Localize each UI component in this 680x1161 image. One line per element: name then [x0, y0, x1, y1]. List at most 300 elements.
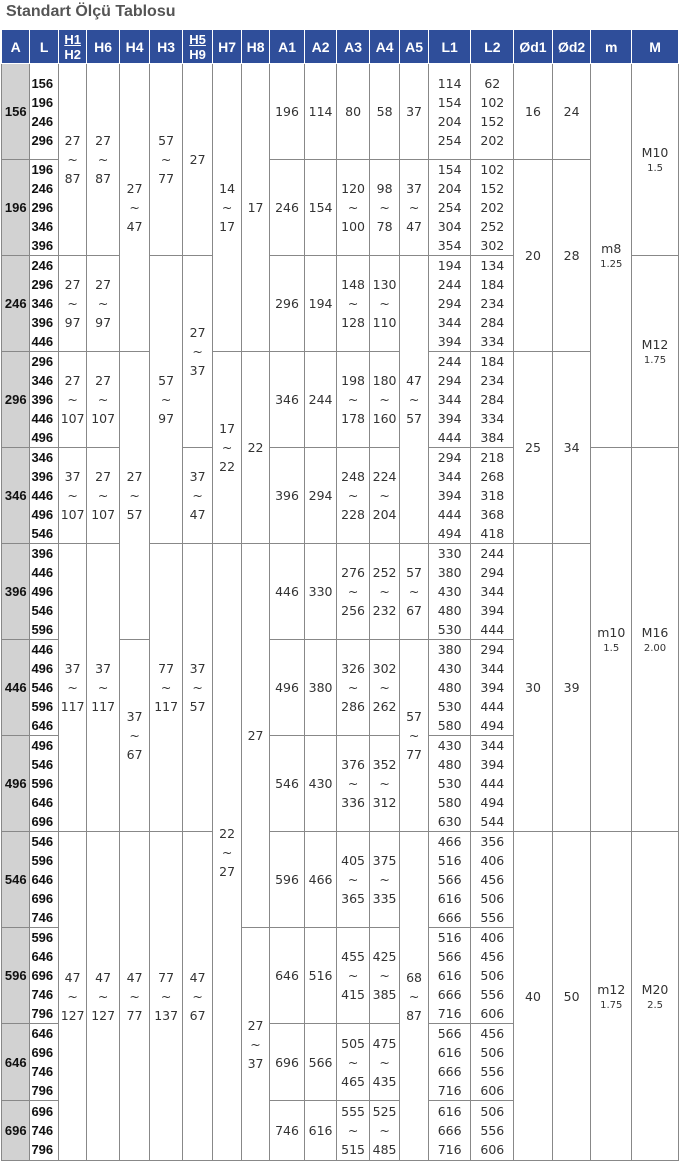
- cell-line: ~: [379, 680, 390, 695]
- thread-pitch: 1.25: [600, 259, 623, 270]
- cell-line: 444: [437, 430, 462, 445]
- cell-a5: [400, 64, 428, 160]
- cell-line: 37: [64, 661, 81, 676]
- cell-line: ~: [67, 296, 78, 311]
- cell-line: 218: [480, 450, 505, 465]
- cell-line: ~: [379, 584, 390, 599]
- cell-line: 77: [126, 1007, 143, 1023]
- cell-line: 396: [31, 469, 54, 484]
- cell-line: 396: [31, 546, 54, 561]
- cell-line: 312: [372, 795, 397, 810]
- cell-a1: 446: [270, 544, 305, 640]
- cell-line: 596: [31, 930, 54, 945]
- cell-line: 47: [64, 969, 81, 985]
- cell-line: 27: [95, 373, 112, 388]
- cell-a: 696: [2, 1101, 30, 1161]
- cell-l: [30, 832, 58, 928]
- cell-line: 344: [480, 738, 505, 753]
- cell-line: ~: [379, 872, 390, 887]
- cell-line: 232: [372, 603, 397, 618]
- cell-line: 580: [437, 718, 462, 733]
- cell-line: 204: [372, 507, 397, 522]
- cell-line: 304: [437, 219, 462, 234]
- cell-line: 152: [480, 113, 505, 129]
- cell-a2: 566: [304, 1024, 337, 1101]
- cell-line: 57: [158, 373, 175, 388]
- header-col-h7: H7: [213, 30, 241, 64]
- cell-line: 296: [31, 132, 54, 148]
- cell-a: 546: [2, 832, 30, 928]
- cell-line: ~: [192, 344, 203, 359]
- cell-line: 184: [480, 277, 505, 292]
- cell-line: 480: [437, 603, 462, 618]
- cell-line: ~: [347, 488, 359, 503]
- cell-h6: [87, 544, 120, 832]
- cell-line: ~: [97, 392, 109, 407]
- cell-line: 394: [480, 603, 505, 618]
- cell-d2: 34: [552, 352, 591, 544]
- cell-line: 268: [480, 469, 505, 484]
- cell-h6: [87, 832, 120, 1161]
- cell-line: 418: [480, 526, 505, 541]
- cell-d2: 50: [552, 832, 591, 1161]
- cell-a5: [400, 832, 428, 1161]
- cell-h6: [87, 352, 120, 448]
- cell-line: 77: [406, 747, 422, 762]
- cell-line: 57: [189, 699, 206, 714]
- cell-h4: [119, 64, 149, 352]
- cell-line: 224: [372, 469, 397, 484]
- cell-line: 107: [91, 411, 116, 426]
- cell-line: ~: [347, 584, 359, 599]
- cell-line: 505: [341, 1035, 366, 1051]
- cell-line: 47: [95, 969, 112, 985]
- cell-line: 302: [372, 661, 397, 676]
- cell-line: 616: [437, 891, 462, 906]
- cell-line: 494: [480, 718, 505, 733]
- cell-line: 294: [437, 296, 462, 311]
- cell-line: 27: [64, 277, 81, 292]
- cell-line: 394: [437, 334, 462, 349]
- cell-a: 646: [2, 1024, 30, 1101]
- cell-line: 77: [158, 171, 175, 186]
- header-col-mm: M: [632, 30, 679, 64]
- cell-a2: 294: [304, 448, 337, 544]
- cell-l2: [471, 736, 514, 832]
- cell-line: 394: [480, 757, 505, 772]
- cell-line: 616: [437, 1104, 462, 1119]
- thread-pitch: 2.00: [643, 643, 667, 654]
- cell-line: 17: [247, 200, 264, 215]
- cell-line: ~: [97, 152, 109, 167]
- cell-line: 204: [437, 113, 462, 129]
- cell-line: 97: [158, 411, 175, 426]
- cell-line: 294: [480, 642, 505, 657]
- cell-h3: [150, 544, 183, 832]
- cell-a1: 246: [270, 160, 305, 256]
- cell-line: ~: [221, 844, 233, 860]
- cell-line: 596: [31, 699, 54, 714]
- cell-l: [30, 352, 58, 448]
- cell-line: 27: [189, 325, 206, 340]
- cell-d1: 40: [514, 832, 553, 1161]
- cell-line: 354: [437, 238, 462, 253]
- cell-line: 496: [31, 738, 54, 753]
- cell-line: 180: [372, 373, 397, 388]
- cell-line: 344: [437, 392, 462, 407]
- cell-line: ~: [67, 152, 78, 167]
- cell-line: 107: [91, 507, 116, 522]
- cell-line: 444: [480, 699, 505, 714]
- cell-line: ~: [379, 1123, 390, 1138]
- cell-d2: 24: [552, 64, 591, 160]
- cell-line: ~: [129, 988, 140, 1004]
- cell-line: 194: [437, 258, 462, 273]
- cell-l1: [428, 832, 471, 928]
- cell-line: 546: [31, 757, 54, 772]
- cell-line: 246: [31, 181, 54, 196]
- cell-line: 22: [219, 825, 236, 841]
- cell-a4: [369, 928, 399, 1024]
- cell-a4: [369, 832, 399, 928]
- cell-line: 796: [31, 1142, 54, 1157]
- cell-mm: [632, 448, 679, 832]
- cell-line: 596: [31, 622, 54, 637]
- cell-line: 37: [189, 661, 206, 676]
- cell-line: 546: [31, 834, 54, 849]
- cell-h7: [213, 544, 241, 1161]
- cell-line: 252: [480, 219, 505, 234]
- cell-a3: [337, 352, 370, 448]
- cell-line: 57: [406, 411, 422, 426]
- cell-a1: 546: [270, 736, 305, 832]
- cell-line: 385: [372, 987, 397, 1002]
- cell-line: 566: [437, 1026, 462, 1041]
- cell-line: 556: [480, 987, 505, 1002]
- cell-a1: 596: [270, 832, 305, 928]
- cell-line: 334: [480, 411, 505, 426]
- cell-line: 344: [437, 315, 462, 330]
- cell-l2: [471, 64, 514, 160]
- cell-a1: 746: [270, 1101, 305, 1161]
- cell-l1: [428, 352, 471, 448]
- header-label: H2: [64, 46, 81, 62]
- cell-line: 196: [31, 94, 54, 110]
- cell-line: 97: [64, 315, 81, 330]
- cell-a: 396: [2, 544, 30, 640]
- cell-line: 384: [480, 430, 505, 445]
- cell-line: ~: [408, 392, 420, 407]
- cell-line: ~: [192, 488, 203, 503]
- cell-line: ~: [129, 488, 140, 503]
- cell-line: 646: [31, 718, 54, 733]
- cell-l: [30, 160, 58, 256]
- cell-line: 27: [247, 1017, 264, 1033]
- thread-value: m8: [601, 241, 622, 256]
- cell-h6: [87, 64, 120, 256]
- cell-a3: [337, 544, 370, 640]
- cell-line: 456: [480, 949, 505, 964]
- cell-a2: 194: [304, 256, 337, 352]
- cell-line: ~: [192, 988, 203, 1004]
- cell-line: ~: [408, 584, 420, 599]
- cell-line: 27: [64, 373, 81, 388]
- cell-line: 496: [31, 507, 54, 522]
- cell-line: ~: [97, 988, 109, 1004]
- cell-l1: [428, 1024, 471, 1101]
- thread-value: M12: [641, 337, 669, 352]
- cell-h5-h9: [182, 832, 212, 1161]
- cell-line: 244: [437, 354, 462, 369]
- cell-line: 47: [126, 969, 143, 985]
- cell-line: 248: [341, 469, 366, 484]
- cell-line: 37: [64, 469, 81, 484]
- cell-line: 286: [341, 699, 366, 714]
- cell-line: 252: [372, 565, 397, 580]
- cell-d2: 39: [552, 544, 591, 832]
- cell-line: 117: [60, 699, 85, 714]
- cell-h6: [87, 256, 120, 352]
- cell-h6: [87, 448, 120, 544]
- cell-l: [30, 448, 58, 544]
- cell-line: 302: [480, 238, 505, 253]
- cell-mm: [632, 832, 679, 1161]
- thread-pitch: 1.75: [643, 355, 667, 366]
- cell-h5-h9: [182, 544, 212, 832]
- cell-line: ~: [347, 296, 359, 311]
- cell-line: 27: [126, 469, 143, 484]
- cell-line: ~: [379, 776, 390, 791]
- cell-h3: [150, 64, 183, 256]
- cell-line: ~: [67, 988, 78, 1004]
- cell-line: 666: [437, 1064, 462, 1079]
- cell-line: 22: [219, 459, 236, 474]
- cell-a5: [400, 256, 428, 544]
- cell-line: 716: [437, 1142, 462, 1157]
- cell-line: 606: [480, 1006, 505, 1021]
- cell-line: 296: [31, 354, 54, 369]
- cell-l1: [428, 160, 471, 256]
- cell-l: [30, 544, 58, 640]
- cell-line: ~: [347, 1054, 359, 1070]
- cell-h5-h9: [182, 64, 212, 256]
- cell-line: 666: [437, 1123, 462, 1138]
- cell-line: 152: [480, 181, 505, 196]
- cell-line: 475: [372, 1035, 397, 1051]
- thread-pitch: 2.5: [647, 999, 663, 1011]
- cell-line: 356: [480, 834, 505, 849]
- cell-line: 396: [31, 238, 54, 253]
- cell-a3: [337, 640, 370, 736]
- cell-line: 196: [31, 162, 54, 177]
- cell-h1-h2: [58, 352, 86, 448]
- page-title: Standart Ölçü Tablosu: [6, 3, 176, 20]
- cell-line: 17: [219, 219, 236, 234]
- cell-line: 368: [480, 507, 505, 522]
- cell-l1: [428, 736, 471, 832]
- cell-line: ~: [379, 488, 390, 503]
- header-col-d1: Ød1: [514, 30, 553, 64]
- cell-line: 506: [480, 891, 505, 906]
- cell-line: ~: [408, 728, 420, 743]
- cell-a2: 330: [304, 544, 337, 640]
- cell-a4: [369, 1101, 399, 1161]
- cell-line: ~: [347, 680, 359, 695]
- thread-value: M20: [641, 981, 669, 997]
- cell-a3: [337, 448, 370, 544]
- cell-line: 110: [372, 315, 397, 330]
- cell-line: 444: [480, 622, 505, 637]
- cell-line: 494: [480, 795, 505, 810]
- cell-line: 544: [480, 814, 505, 829]
- cell-a1: 646: [270, 928, 305, 1024]
- cell-line: 37: [189, 469, 206, 484]
- cell-line: 284: [480, 392, 505, 407]
- cell-line: 465: [341, 1073, 366, 1089]
- cell-line: 406: [480, 853, 505, 868]
- cell-a2: 244: [304, 352, 337, 448]
- cell-line: 102: [480, 94, 505, 110]
- cell-line: 244: [437, 277, 462, 292]
- cell-line: 127: [91, 1007, 116, 1023]
- cell-a2: 430: [304, 736, 337, 832]
- header-col-a1: A1: [270, 30, 305, 64]
- header-col-l: L: [30, 30, 58, 64]
- cell-l2: [471, 448, 514, 544]
- cell-h3: [150, 256, 183, 544]
- cell-line: 37: [406, 104, 422, 119]
- cell-a2: 114: [304, 64, 337, 160]
- cell-line: 27: [95, 277, 112, 292]
- cell-a1: 346: [270, 352, 305, 448]
- cell-h1-h2: [58, 544, 86, 832]
- cell-line: 346: [31, 219, 54, 234]
- cell-line: 326: [341, 661, 366, 676]
- cell-line: 796: [31, 1083, 54, 1098]
- cell-line: 456: [480, 1026, 505, 1041]
- cell-line: 154: [437, 94, 462, 110]
- cell-a: 296: [2, 352, 30, 448]
- cell-line: ~: [160, 680, 172, 695]
- cell-line: 98: [376, 181, 393, 196]
- cell-line: 530: [437, 622, 462, 637]
- header-col-h3: H3: [150, 30, 183, 64]
- cell-a2: 516: [304, 928, 337, 1024]
- cell-line: 546: [31, 526, 54, 541]
- cell-a5: [400, 160, 428, 256]
- cell-line: 556: [480, 1064, 505, 1079]
- cell-l: [30, 1024, 58, 1101]
- cell-line: 148: [341, 277, 366, 292]
- cell-l2: [471, 832, 514, 928]
- cell-l2: [471, 1101, 514, 1161]
- cell-l2: [471, 1024, 514, 1101]
- thread-pitch: 1.5: [647, 163, 663, 174]
- cell-line: ~: [347, 392, 359, 407]
- cell-a4: [369, 640, 399, 736]
- header-label: H1: [64, 31, 81, 47]
- cell-line: ~: [160, 988, 172, 1004]
- cell-line: 496: [31, 584, 54, 599]
- thread-value: M16: [641, 625, 669, 640]
- cell-a3: [337, 928, 370, 1024]
- cell-line: 17: [219, 421, 236, 436]
- cell-line: ~: [221, 200, 233, 215]
- table-row: [2, 64, 679, 160]
- cell-h8: [241, 352, 269, 544]
- cell-line: 284: [480, 315, 505, 330]
- cell-line: 746: [31, 987, 54, 1002]
- cell-line: 630: [437, 814, 462, 829]
- cell-a5: [400, 640, 428, 832]
- header-col-a4: A4: [369, 30, 399, 64]
- cell-line: 666: [437, 910, 462, 925]
- cell-line: 107: [60, 411, 85, 426]
- cell-line: 646: [31, 872, 54, 887]
- cell-line: 696: [31, 891, 54, 906]
- cell-h7: [213, 64, 241, 352]
- cell-line: 425: [372, 949, 397, 964]
- cell-line: ~: [379, 1054, 390, 1070]
- cell-l1: [428, 640, 471, 736]
- cell-h1-h2: [58, 832, 86, 1161]
- cell-line: 87: [64, 171, 81, 186]
- cell-line: 516: [437, 853, 462, 868]
- cell-line: 396: [31, 315, 54, 330]
- cell-line: 234: [480, 296, 505, 311]
- cell-h1-h2: [58, 64, 86, 256]
- cell-line: 646: [31, 949, 54, 964]
- cell-line: 494: [437, 526, 462, 541]
- cell-a: 446: [2, 640, 30, 736]
- cell-line: 430: [437, 661, 462, 676]
- cell-line: 100: [341, 219, 366, 234]
- cell-a4: 58: [369, 64, 399, 160]
- cell-line: ~: [97, 296, 109, 311]
- cell-line: 446: [31, 565, 54, 580]
- cell-l1: [428, 448, 471, 544]
- cell-h4: [119, 832, 149, 1161]
- cell-d1: 20: [514, 160, 553, 352]
- cell-line: ~: [129, 728, 140, 743]
- cell-line: 616: [437, 1045, 462, 1060]
- cell-a3: [337, 736, 370, 832]
- cell-line: 254: [437, 200, 462, 215]
- cell-line: ~: [67, 392, 78, 407]
- cell-line: ~: [379, 968, 390, 983]
- cell-line: 27: [189, 152, 206, 167]
- cell-line: 555: [341, 1104, 366, 1119]
- cell-line: 346: [31, 296, 54, 311]
- cell-line: 646: [31, 1026, 54, 1041]
- cell-line: 516: [437, 930, 462, 945]
- cell-line: 14: [219, 181, 236, 196]
- cell-line: 496: [31, 661, 54, 676]
- cell-line: ~: [160, 392, 172, 407]
- cell-line: 204: [437, 181, 462, 196]
- cell-line: 27: [64, 133, 81, 148]
- cell-a1: 296: [270, 256, 305, 352]
- header-col-h4: H4: [119, 30, 149, 64]
- cell-line: ~: [347, 1123, 359, 1138]
- cell-line: 444: [437, 507, 462, 522]
- cell-line: 646: [31, 795, 54, 810]
- cell-line: 335: [372, 891, 397, 906]
- cell-l: [30, 1101, 58, 1161]
- cell-line: 117: [91, 699, 116, 714]
- cell-line: 178: [341, 411, 366, 426]
- cell-line: 244: [480, 546, 505, 561]
